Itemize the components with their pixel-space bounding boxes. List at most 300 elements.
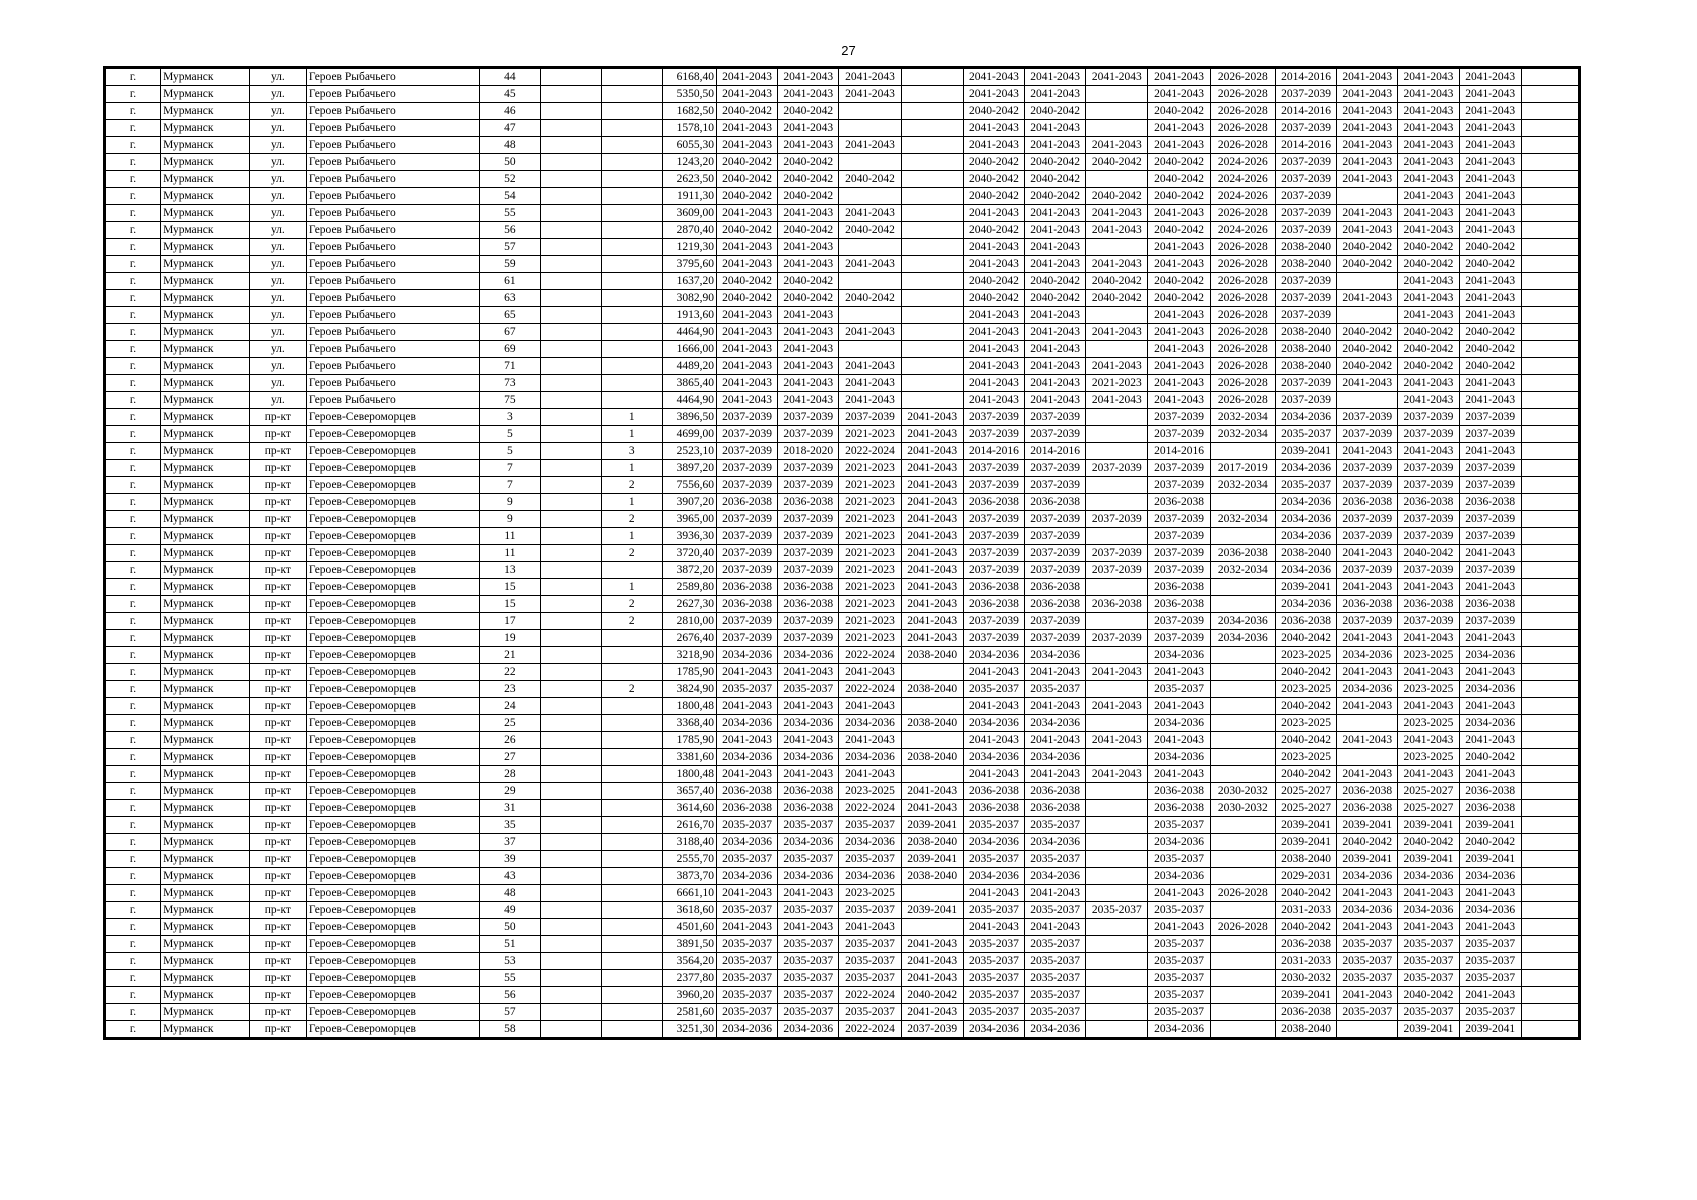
cell-period-6: 2036-2038 [1025,783,1086,800]
cell-period-9: 2032-2034 [1210,511,1275,528]
table-row [106,1004,1579,1021]
cell-period-7: 2041-2043 [1086,324,1148,341]
cell-period-9: 2026-2028 [1210,307,1275,324]
cell-period-6: 2041-2043 [1025,358,1086,375]
cell-period-4: 2038-2040 [901,749,963,766]
cell-period-11: 2035-2037 [1337,936,1398,953]
cell-period-3: 2041-2043 [839,256,901,273]
cell-house: 58 [480,1021,540,1038]
cell-period-3: 2021-2023 [839,426,901,443]
cell-extra [1521,494,1578,511]
cell-building [540,936,601,953]
cell-type: г. [106,341,161,358]
cell-street-name: Героев-Североморцев [306,953,479,970]
cell-street-name: Героев-Североморцев [306,885,479,902]
cell-type: г. [106,307,161,324]
cell-street-name: Героев Рыбачьего [306,222,479,239]
cell-block: 1 [601,426,662,443]
cell-period-12: 2023-2025 [1398,647,1459,664]
cell-period-10: 2034-2036 [1275,596,1336,613]
cell-period-1: 2035-2037 [716,817,777,834]
cell-period-11 [1337,715,1398,732]
cell-period-4: 2039-2041 [901,851,963,868]
cell-period-6: 2041-2043 [1025,307,1086,324]
cell-street-type: ул. [249,392,306,409]
cell-house: 3 [480,409,540,426]
cell-city: Мурманск [161,392,250,409]
cell-period-12: 2041-2043 [1398,698,1459,715]
cell-house: 75 [480,392,540,409]
cell-extra [1521,664,1578,681]
cell-city: Мурманск [161,239,250,256]
cell-street-type: пр-кт [249,851,306,868]
cell-type: г. [106,1021,161,1038]
housing-repair-schedule-table [103,66,1581,1040]
cell-house: 22 [480,664,540,681]
cell-period-5: 2037-2039 [963,477,1024,494]
cell-period-4: 2038-2040 [901,715,963,732]
cell-period-8: 2040-2042 [1148,290,1210,307]
cell-period-3: 2041-2043 [839,664,901,681]
cell-building [540,783,601,800]
cell-period-2: 2037-2039 [778,613,839,630]
cell-city: Мурманск [161,477,250,494]
cell-period-3 [839,154,901,171]
cell-period-12: 2041-2043 [1398,188,1459,205]
cell-period-8: 2034-2036 [1148,715,1210,732]
cell-period-11: 2040-2042 [1337,256,1398,273]
cell-period-5: 2035-2037 [963,817,1024,834]
cell-house: 37 [480,834,540,851]
cell-period-2: 2037-2039 [778,545,839,562]
cell-street-type: пр-кт [249,902,306,919]
cell-period-13: 2036-2038 [1459,800,1521,817]
cell-period-12: 2041-2043 [1398,222,1459,239]
cell-street-name: Героев Рыбачьего [306,86,479,103]
cell-type: г. [106,494,161,511]
cell-city: Мурманск [161,902,250,919]
cell-period-8: 2040-2042 [1148,273,1210,290]
cell-house: 56 [480,222,540,239]
cell-period-6: 2041-2043 [1025,239,1086,256]
cell-period-11: 2037-2039 [1337,528,1398,545]
cell-street-type: пр-кт [249,409,306,426]
cell-period-12: 2041-2043 [1398,392,1459,409]
cell-type: г. [106,273,161,290]
cell-city: Мурманск [161,562,250,579]
cell-period-5: 2041-2043 [963,239,1024,256]
cell-period-5: 2035-2037 [963,953,1024,970]
cell-house: 11 [480,545,540,562]
cell-period-4: 2041-2043 [901,800,963,817]
cell-extra [1521,868,1578,885]
cell-period-4 [901,341,963,358]
cell-period-12: 2041-2043 [1398,290,1459,307]
cell-block: 1 [601,494,662,511]
cell-period-13: 2041-2043 [1459,103,1521,120]
cell-building [540,766,601,783]
cell-period-7 [1086,783,1148,800]
cell-period-4: 2041-2043 [901,596,963,613]
cell-extra [1521,426,1578,443]
cell-area: 3960,20 [662,987,716,1004]
cell-period-8: 2037-2039 [1148,545,1210,562]
cell-period-11: 2036-2038 [1337,800,1398,817]
cell-period-10: 2037-2039 [1275,290,1336,307]
cell-period-11: 2041-2043 [1337,205,1398,222]
cell-period-11: 2041-2043 [1337,137,1398,154]
cell-house: 55 [480,970,540,987]
cell-building [540,817,601,834]
cell-city: Мурманск [161,460,250,477]
cell-street-type: пр-кт [249,885,306,902]
cell-area: 2581,60 [662,1004,716,1021]
cell-period-7 [1086,800,1148,817]
cell-extra [1521,256,1578,273]
cell-period-8: 2037-2039 [1148,426,1210,443]
cell-period-10: 2014-2016 [1275,103,1336,120]
cell-period-4: 2041-2043 [901,494,963,511]
cell-extra [1521,137,1578,154]
cell-type: г. [106,205,161,222]
cell-period-7: 2040-2042 [1086,188,1148,205]
cell-street-type: ул. [249,86,306,103]
cell-building [540,851,601,868]
cell-street-type: пр-кт [249,936,306,953]
cell-period-1: 2041-2043 [716,307,777,324]
cell-street-type: ул. [249,188,306,205]
cell-type: г. [106,188,161,205]
cell-house: 26 [480,732,540,749]
cell-period-1: 2041-2043 [716,86,777,103]
cell-period-10: 2038-2040 [1275,341,1336,358]
cell-period-7 [1086,307,1148,324]
cell-period-13: 2040-2042 [1459,324,1521,341]
cell-street-name: Героев-Североморцев [306,902,479,919]
cell-period-3: 2035-2037 [839,936,901,953]
cell-block [601,630,662,647]
cell-period-9: 2026-2028 [1210,375,1275,392]
cell-house: 17 [480,613,540,630]
cell-type: г. [106,511,161,528]
cell-period-7 [1086,1004,1148,1021]
cell-house: 19 [480,630,540,647]
cell-period-11: 2034-2036 [1337,868,1398,885]
cell-period-8: 2041-2043 [1148,919,1210,936]
cell-period-5: 2041-2043 [963,86,1024,103]
cell-period-5: 2034-2036 [963,1021,1024,1038]
cell-period-2: 2040-2042 [778,273,839,290]
cell-period-8: 2035-2037 [1148,817,1210,834]
cell-city: Мурманск [161,375,250,392]
cell-period-12: 2041-2043 [1398,154,1459,171]
cell-house: 43 [480,868,540,885]
cell-period-9: 2026-2028 [1210,290,1275,307]
cell-period-4 [901,698,963,715]
cell-area: 3824,90 [662,681,716,698]
cell-type: г. [106,460,161,477]
cell-city: Мурманск [161,273,250,290]
cell-period-13: 2036-2038 [1459,494,1521,511]
cell-building [540,562,601,579]
cell-period-6: 2041-2043 [1025,222,1086,239]
cell-building [540,749,601,766]
cell-period-10: 2038-2040 [1275,545,1336,562]
cell-type: г. [106,154,161,171]
cell-period-9: 2026-2028 [1210,885,1275,902]
cell-block [601,766,662,783]
cell-period-13: 2041-2043 [1459,273,1521,290]
table-row [106,562,1579,579]
cell-city: Мурманск [161,324,250,341]
cell-extra [1521,1004,1578,1021]
cell-period-9: 2032-2034 [1210,562,1275,579]
cell-city: Мурманск [161,647,250,664]
cell-period-7 [1086,579,1148,596]
cell-period-2: 2035-2037 [778,817,839,834]
cell-period-13: 2041-2043 [1459,188,1521,205]
cell-period-1: 2041-2043 [716,120,777,137]
cell-period-10: 2036-2038 [1275,936,1336,953]
cell-period-9: 2036-2038 [1210,545,1275,562]
cell-city: Мурманск [161,936,250,953]
cell-building [540,324,601,341]
cell-period-4 [901,86,963,103]
cell-period-1: 2035-2037 [716,851,777,868]
table-row [106,205,1579,222]
cell-period-2: 2035-2037 [778,902,839,919]
cell-period-6: 2040-2042 [1025,273,1086,290]
cell-period-4 [901,324,963,341]
cell-type: г. [106,749,161,766]
cell-period-10: 2031-2033 [1275,902,1336,919]
cell-street-name: Героев-Североморцев [306,528,479,545]
cell-house: 5 [480,426,540,443]
cell-building [540,579,601,596]
cell-period-6: 2041-2043 [1025,205,1086,222]
cell-house: 50 [480,154,540,171]
cell-period-4 [901,120,963,137]
cell-period-10: 2034-2036 [1275,528,1336,545]
cell-period-12: 2041-2043 [1398,766,1459,783]
table-row [106,273,1579,290]
cell-period-3 [839,341,901,358]
cell-period-5: 2037-2039 [963,630,1024,647]
cell-street-type: пр-кт [249,681,306,698]
cell-period-9: 2030-2032 [1210,783,1275,800]
cell-street-name: Героев-Североморцев [306,749,479,766]
cell-period-4: 2041-2043 [901,511,963,528]
table-row [106,239,1579,256]
cell-period-7 [1086,613,1148,630]
cell-house: 63 [480,290,540,307]
table-row [106,936,1579,953]
cell-period-8: 2035-2037 [1148,953,1210,970]
cell-period-8: 2036-2038 [1148,596,1210,613]
cell-building [540,188,601,205]
cell-period-5: 2041-2043 [963,205,1024,222]
cell-type: г. [106,239,161,256]
cell-city: Мурманск [161,545,250,562]
cell-street-type: ул. [249,307,306,324]
cell-extra [1521,783,1578,800]
cell-period-7 [1086,851,1148,868]
cell-street-type: пр-кт [249,783,306,800]
cell-city: Мурманск [161,885,250,902]
cell-type: г. [106,834,161,851]
table-row [106,647,1579,664]
cell-street-name: Героев-Североморцев [306,664,479,681]
cell-period-13: 2037-2039 [1459,562,1521,579]
cell-period-11: 2037-2039 [1337,511,1398,528]
cell-period-5: 2041-2043 [963,885,1024,902]
cell-street-type: пр-кт [249,579,306,596]
cell-period-10: 2038-2040 [1275,358,1336,375]
cell-period-12: 2037-2039 [1398,613,1459,630]
cell-period-12: 2041-2043 [1398,171,1459,188]
cell-street-type: ул. [249,375,306,392]
cell-street-name: Героев-Североморцев [306,545,479,562]
cell-period-12: 2040-2042 [1398,256,1459,273]
cell-period-3: 2041-2043 [839,137,901,154]
cell-extra [1521,800,1578,817]
cell-period-11: 2041-2043 [1337,443,1398,460]
cell-period-11: 2041-2043 [1337,579,1398,596]
cell-period-9: 2032-2034 [1210,426,1275,443]
cell-street-type: ул. [249,171,306,188]
cell-area: 3609,00 [662,205,716,222]
cell-period-7 [1086,103,1148,120]
cell-street-type: ул. [249,103,306,120]
cell-period-5: 2036-2038 [963,783,1024,800]
cell-period-5: 2034-2036 [963,834,1024,851]
cell-period-9: 2026-2028 [1210,256,1275,273]
cell-period-2: 2041-2043 [778,919,839,936]
cell-period-12: 2035-2037 [1398,936,1459,953]
cell-area: 4489,20 [662,358,716,375]
cell-period-10: 2036-2038 [1275,613,1336,630]
table-row [106,817,1579,834]
cell-area: 2623,50 [662,171,716,188]
cell-building [540,120,601,137]
cell-street-name: Героев-Североморцев [306,987,479,1004]
cell-house: 46 [480,103,540,120]
cell-period-8: 2041-2043 [1148,664,1210,681]
cell-street-type: пр-кт [249,953,306,970]
cell-period-9 [1210,766,1275,783]
cell-period-12: 2041-2043 [1398,69,1459,86]
cell-period-7: 2041-2043 [1086,392,1148,409]
cell-period-13: 2035-2037 [1459,936,1521,953]
cell-period-13: 2037-2039 [1459,409,1521,426]
cell-street-name: Героев-Североморцев [306,579,479,596]
cell-period-9: 2024-2026 [1210,222,1275,239]
cell-period-11: 2041-2043 [1337,664,1398,681]
table-row [106,460,1579,477]
cell-block [601,137,662,154]
cell-period-9: 2026-2028 [1210,392,1275,409]
cell-street-type: ул. [249,120,306,137]
cell-period-3: 2040-2042 [839,171,901,188]
cell-period-9 [1210,1004,1275,1021]
cell-period-4: 2041-2043 [901,783,963,800]
cell-city: Мурманск [161,171,250,188]
cell-street-name: Героев-Североморцев [306,868,479,885]
cell-extra [1521,834,1578,851]
cell-period-3: 2021-2023 [839,528,901,545]
cell-period-13: 2040-2042 [1459,239,1521,256]
cell-period-2: 2041-2043 [778,205,839,222]
cell-block [601,171,662,188]
cell-period-13: 2041-2043 [1459,171,1521,188]
cell-period-9 [1210,817,1275,834]
cell-block: 2 [601,613,662,630]
cell-period-4: 2039-2041 [901,902,963,919]
cell-period-5: 2034-2036 [963,868,1024,885]
cell-city: Мурманск [161,664,250,681]
cell-period-11: 2037-2039 [1337,613,1398,630]
cell-street-name: Героев-Североморцев [306,630,479,647]
cell-period-8: 2035-2037 [1148,902,1210,919]
cell-period-11: 2041-2043 [1337,919,1398,936]
cell-period-10: 2037-2039 [1275,154,1336,171]
cell-type: г. [106,936,161,953]
cell-period-1: 2035-2037 [716,902,777,919]
cell-type: г. [106,358,161,375]
cell-period-8: 2036-2038 [1148,800,1210,817]
cell-period-1: 2040-2042 [716,188,777,205]
cell-house: 71 [480,358,540,375]
table-row [106,528,1579,545]
cell-period-3: 2034-2036 [839,715,901,732]
cell-street-name: Героев Рыбачьего [306,103,479,120]
cell-period-5: 2035-2037 [963,936,1024,953]
page-number: 27 [841,43,856,58]
cell-block [601,256,662,273]
cell-period-1: 2035-2037 [716,970,777,987]
cell-block: 2 [601,681,662,698]
cell-extra [1521,324,1578,341]
cell-city: Мурманск [161,137,250,154]
cell-period-12: 2023-2025 [1398,681,1459,698]
cell-area: 3965,00 [662,511,716,528]
cell-type: г. [106,681,161,698]
cell-type: г. [106,443,161,460]
cell-period-3: 2023-2025 [839,783,901,800]
cell-period-5: 2041-2043 [963,766,1024,783]
cell-house: 55 [480,205,540,222]
table-row [106,188,1579,205]
cell-period-3: 2022-2024 [839,987,901,1004]
cell-period-8: 2037-2039 [1148,511,1210,528]
cell-period-3: 2021-2023 [839,545,901,562]
cell-period-4: 2041-2043 [901,477,963,494]
cell-period-12: 2039-2041 [1398,817,1459,834]
cell-period-12: 2036-2038 [1398,494,1459,511]
cell-period-9 [1210,834,1275,851]
cell-city: Мурманск [161,1004,250,1021]
cell-period-8: 2035-2037 [1148,1004,1210,1021]
cell-type: г. [106,970,161,987]
cell-extra [1521,545,1578,562]
cell-city: Мурманск [161,953,250,970]
cell-period-13: 2036-2038 [1459,596,1521,613]
cell-period-9 [1210,987,1275,1004]
cell-period-9 [1210,494,1275,511]
cell-period-7 [1086,477,1148,494]
cell-building [540,800,601,817]
cell-period-2: 2041-2043 [778,239,839,256]
